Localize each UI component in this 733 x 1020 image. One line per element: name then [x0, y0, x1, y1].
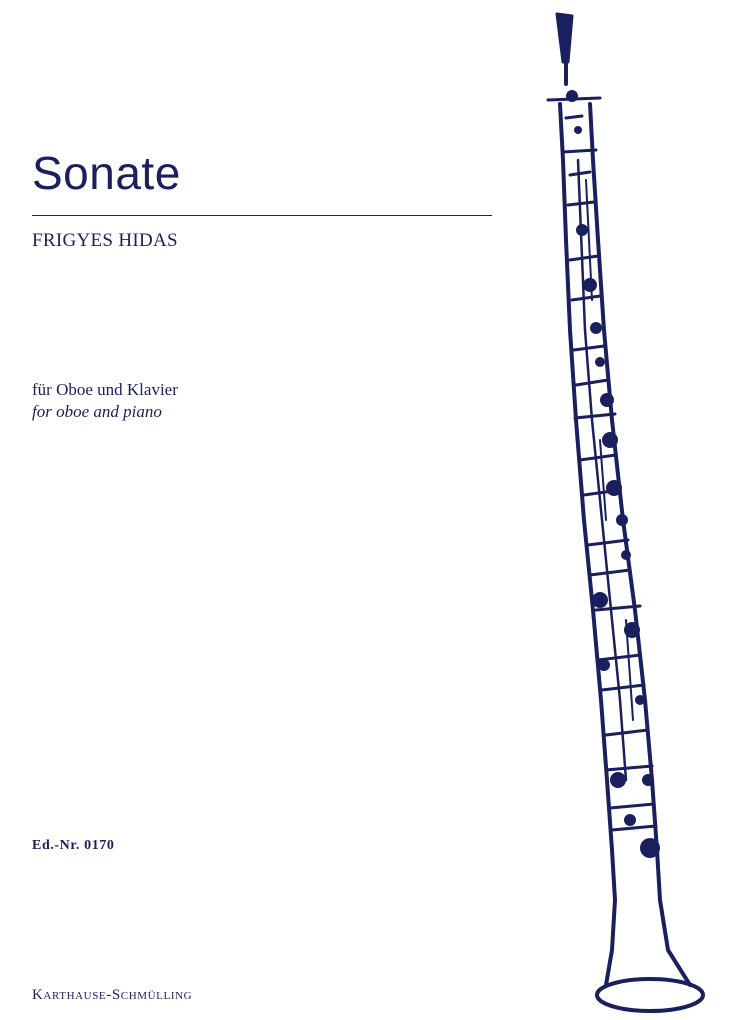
subtitle-english: for oboe and piano: [32, 402, 162, 421]
oboe-illustration: [540, 0, 733, 1020]
composer-name: FRIGYES HIDAS: [32, 230, 178, 251]
edition-number: Ed.-Nr. 0170: [32, 838, 115, 853]
publisher-name: Karthause-Schmülling: [32, 987, 193, 1003]
title-divider: [32, 215, 492, 216]
title: Sonate: [32, 147, 181, 199]
subtitle-german: für Oboe und Klavier: [32, 380, 178, 399]
